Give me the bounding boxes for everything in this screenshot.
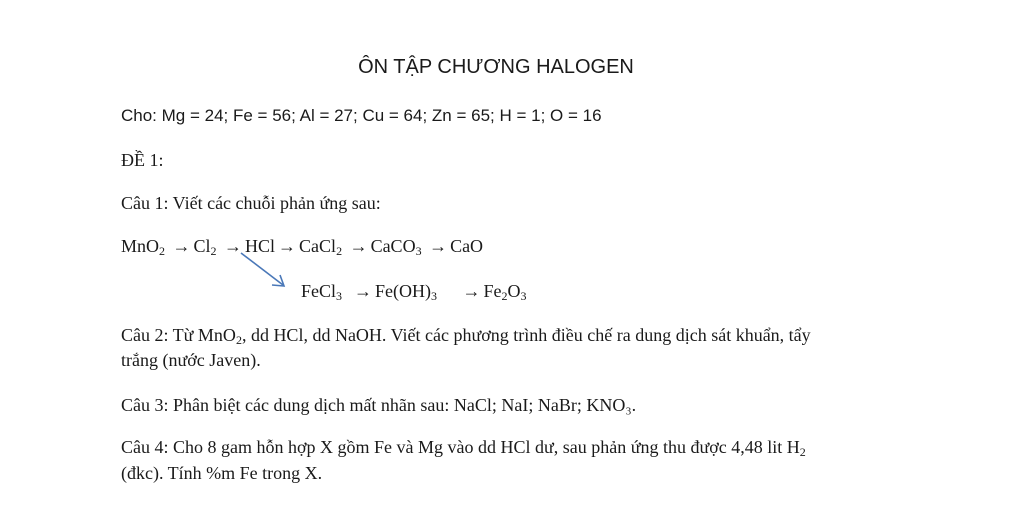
question-4: Câu 4: Cho 8 gam hỗn hợp X gồm Fe và Mg vào dd HCl dư, sau phản ứng thu được 4,48 lit $H_2$ bbox=[121, 437, 806, 459]
arrow-icon: → bbox=[278, 236, 297, 256]
reaction-chain-branch bbox=[301, 281, 527, 302]
arrow-icon: → bbox=[462, 281, 481, 301]
question-4-continued: (đkc). Tính %m Fe trong X. bbox=[121, 463, 323, 483]
exam-label: ĐỀ 1: bbox=[121, 150, 164, 170]
formula-feoh3: $Fe(OH)_3$ bbox=[375, 281, 438, 303]
arrow-icon: → bbox=[429, 236, 448, 256]
question-3: Câu 3: Phân biệt các dung dịch mất nhãn sau: NaCl; NaI; NaBr; KNO₃. bbox=[121, 395, 637, 415]
formula-cl2: $Cl_2$ bbox=[193, 236, 217, 258]
atomic-masses: Cho: Mg = 24; Fe = 56; Al = 27; Cu = 64; Zn = 65; H = 1; O = 16 bbox=[121, 106, 602, 125]
question-2: Câu 2: Từ MnO$_2$, dd HCl, dd NaOH. Viết các phương trình điều chế ra dung dịch sát khuẩn, tẩy bbox=[121, 325, 811, 347]
formula-mno2: MnO$_2$ bbox=[121, 236, 166, 258]
formula-fe2o3: $Fe_2O_3$ bbox=[483, 281, 527, 303]
arrow-icon: → bbox=[224, 236, 243, 256]
arrow-icon: → bbox=[172, 236, 191, 256]
arrow-icon: → bbox=[354, 281, 373, 301]
formula-hcl: HCl bbox=[245, 236, 276, 256]
question-1: Câu 1: Viết các chuỗi phản ứng sau: bbox=[121, 193, 381, 213]
arrow-icon: → bbox=[349, 236, 368, 256]
page-title: ÔN TẬP CHƯƠNG HALOGEN bbox=[358, 56, 634, 78]
formula-fecl3: FeCl$_3$ bbox=[301, 281, 343, 303]
formula-cacl2: CaCl$_2$ bbox=[299, 236, 343, 258]
question-2-continued: trắng (nước Javen). bbox=[121, 350, 261, 370]
formula-cao: CaO bbox=[450, 236, 484, 256]
formula-caco3: CaCO$_3$ bbox=[370, 236, 422, 258]
